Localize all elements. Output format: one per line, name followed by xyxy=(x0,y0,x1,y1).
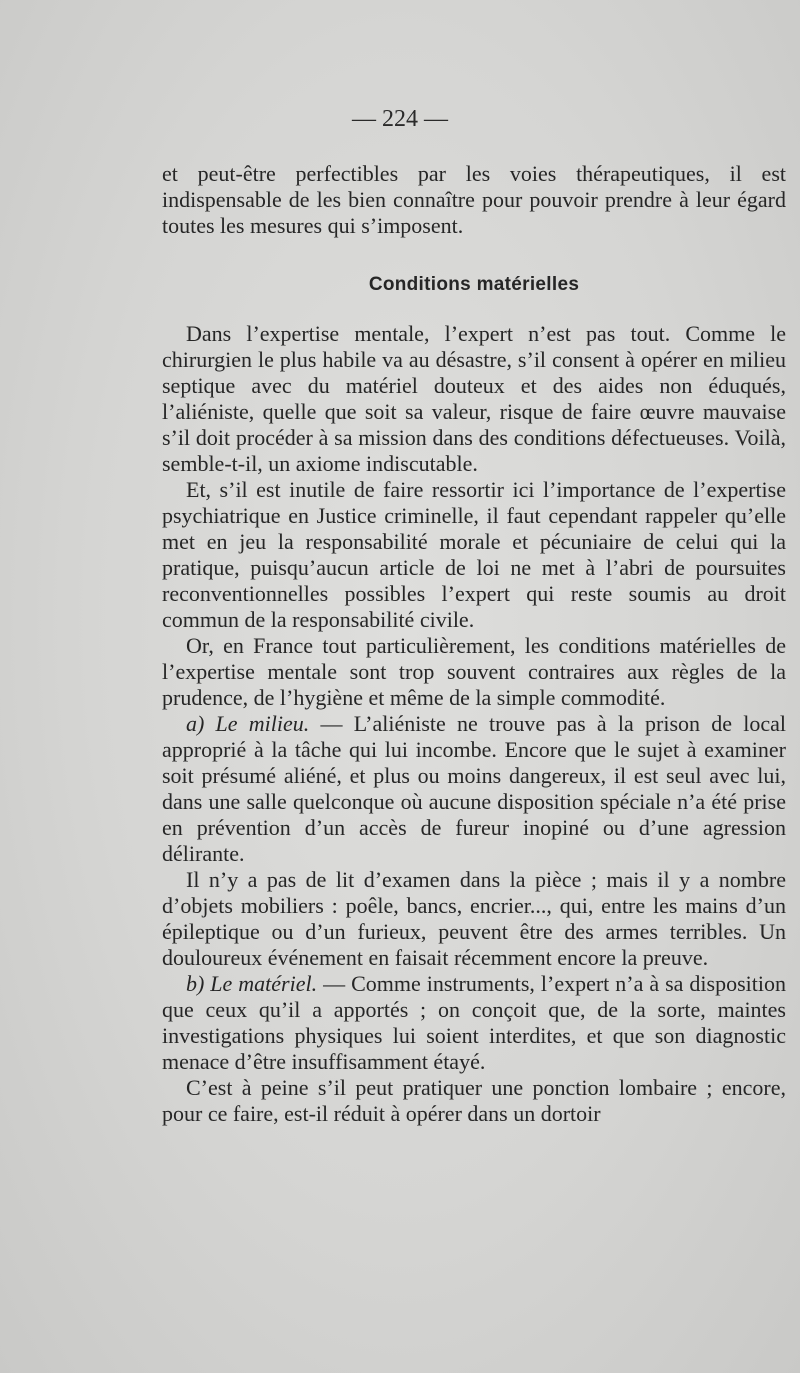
paragraph-expertise: Dans l’expertise mentale, l’expert n’est pas tout. Comme le chirurgien le plus habile va au désastre, s’il consent à opérer en milieu septique avec du matériel douteux et des aides non éduqués, l’aliéniste, quelle que soit sa valeur, risque de faire œuvre mauvaise s’il doit procéder à sa mission dans des conditions défectueuses. Voilà, semble-t-il, un axiome indiscutable. xyxy=(162,321,786,476)
paragraph-materiel xyxy=(162,971,786,1075)
page-number: — 224 — xyxy=(352,106,448,132)
section-heading: Conditions matérielles xyxy=(368,274,580,295)
intro-paragraph: et peut-être perfectibles par les voies thérapeutiques, il est indispensable de les bien connaître pour pouvoir prendre à leur égard toutes les mesures qui s’imposent. xyxy=(162,161,786,238)
paragraph-france: Or, en France tout particulièrement, les conditions matérielles de l’expertise mentale sont trop souvent contraires aux règles de la prudence, de l’hygiène et même de la simple commodité. xyxy=(162,633,786,710)
paragraph-objets: Il n’y a pas de lit d’examen dans la pièce ; mais il y a nombre d’objets mobiliers : poêle, bancs, encrier..., qui, entre les mains d’un épileptique ou d’un furieux, peuvent être des armes terribles. Un douloureux événement en faisait récemment encore la preuve. xyxy=(162,867,786,970)
intro-text xyxy=(162,161,786,239)
materiel-text: — Comme instruments, l’expert n’a à sa disposition que ceux qu’il a apportés ; on conçoit que, de la sorte, maintes investigations physiques lui soient interdites, et que son diagnostic menace d’être insuffisamment étayé. xyxy=(162,971,786,1074)
paragraph-milieu xyxy=(162,711,786,867)
paragraph-ponction: C’est à peine s’il peut pratiquer une ponction lombaire ; encore, pour ce faire, est-il réduit à opérer dans un dortoir xyxy=(162,1075,786,1126)
milieu-text: — L’aliéniste ne trouve pas à la prison de local approprié à la tâche qui lui incombe. Encore que le sujet à examiner soit présumé aliéné, et plus ou moins dangereux, il est seul avec lui, dans une salle quelconque où aucune disposition spéciale n’a été prise en prévention d’un accès de fureur inopiné ou d’une agression délirante. xyxy=(162,711,786,866)
milieu-label: a) Le milieu. xyxy=(186,711,310,736)
paragraph-responsabilite: Et, s’il est inutile de faire ressortir ici l’importance de l’expertise psychiatrique en Justice criminelle, il faut cependant rappeler qu’elle met en jeu la responsabilité morale et pécuniaire de celui qui la pratique, puisqu’aucun article de loi ne met à l’abri de poursuites reconventionnelles possibles l’expert qui reste soumis au droit commun de la responsabilité civile. xyxy=(162,477,786,632)
body-text xyxy=(162,321,786,1127)
materiel-label: b) Le matériel. xyxy=(186,971,318,996)
